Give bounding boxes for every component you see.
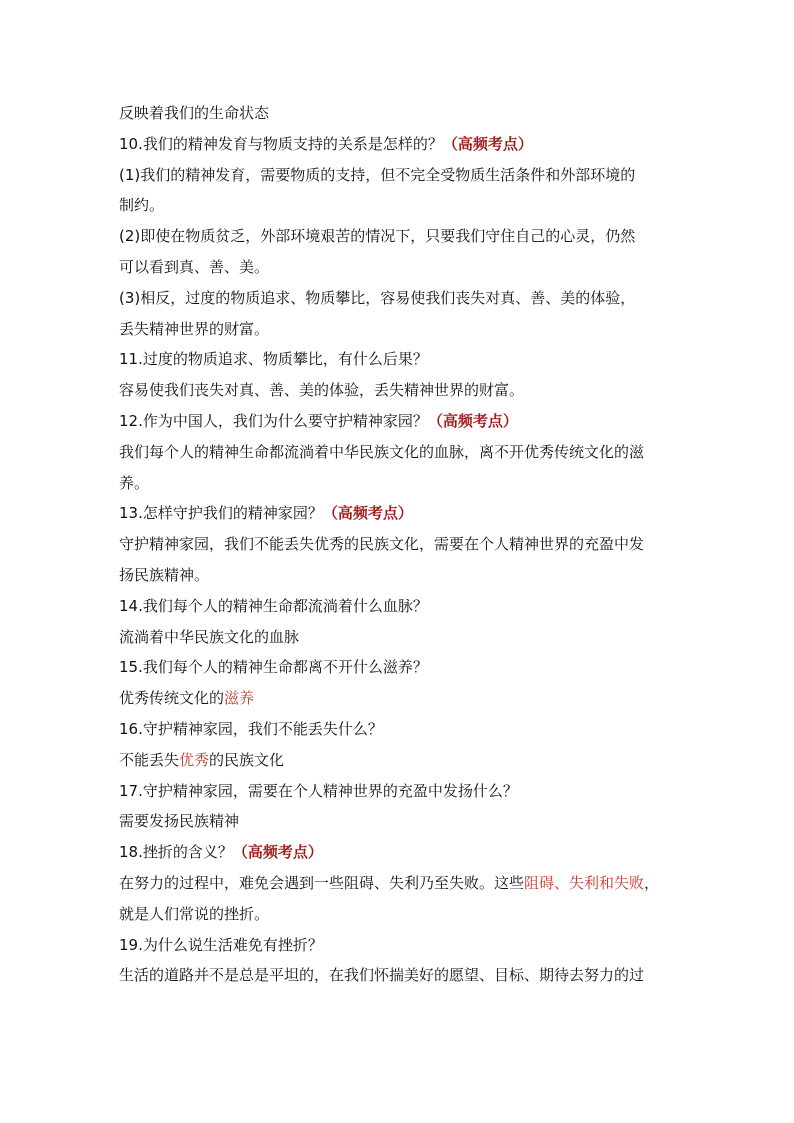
high-frequency-tag: （高频考点） (232, 843, 323, 862)
line-text: 11.过度的物质追求、物质攀比，有什么后果？ (119, 350, 428, 369)
line-text: 在努力的过程中，难免会遇到一些阻碍、失利乃至失败。这些 (119, 873, 525, 892)
text-line (119, 622, 679, 653)
text-line (119, 344, 679, 375)
line-text: 10.我们的精神发育与物质支持的关系是怎样的？ (119, 134, 443, 153)
text-line (119, 591, 679, 622)
line-text: 反映着我们的生命状态 (119, 104, 270, 122)
text-line (119, 529, 679, 560)
line-text: 需要发扬民族精神 (119, 812, 240, 831)
text-line (119, 899, 679, 930)
line-text: 容易使我们丧失对真、善、美的体验，丢失精神世界的财富。 (119, 381, 525, 400)
high-frequency-tag: （高频考点） (427, 411, 518, 430)
line-text: 13.怎样守护我们的精神家园？ (119, 504, 323, 523)
highlighted-text: 滋养 (224, 689, 255, 708)
text-line (119, 683, 679, 714)
line-text: 的民族文化 (209, 750, 285, 769)
line-text: 流淌着中华民族文化的血脉 (119, 627, 300, 646)
text-line (119, 375, 679, 406)
text-line (119, 714, 679, 745)
line-text: ， (644, 873, 660, 892)
highlighted-text: 阻碍、失利和失败 (524, 873, 645, 892)
line-text: 丢失精神世界的财富。 (119, 319, 270, 338)
document-body (119, 98, 679, 991)
line-text: 守护精神家园，我们不能丢失优秀的民族文化，需要在个人精神世界的充盈中发 (119, 535, 645, 554)
line-text: (1)我们的精神发育，需要物质的支持，但不完全受物质生活条件和外部环境的 (119, 165, 636, 184)
text-line (119, 98, 679, 129)
line-text: 我们每个人的精神生命都流淌着中华民族文化的血脉，离不开优秀传统文化的滋 (119, 442, 645, 461)
text-line (119, 930, 679, 961)
line-text: (3)相反，过度的物质追求、物质攀比，容易使我们丧失对真、善、美的体验， (119, 288, 636, 307)
highlighted-text: 优秀 (179, 750, 210, 769)
line-text: 养。 (119, 473, 150, 492)
line-text: 19.为什么说生活难免有挫折？ (119, 935, 323, 954)
line-text: 优秀传统文化的 (119, 689, 225, 708)
line-text: 不能丢失 (119, 750, 180, 769)
text-line (119, 837, 679, 868)
line-text: 14.我们每个人的精神生命都流淌着什么血脉？ (119, 596, 428, 615)
high-frequency-tag: （高频考点） (442, 134, 533, 153)
text-line (119, 221, 679, 252)
line-text: 制约。 (119, 196, 165, 215)
text-line (119, 468, 679, 499)
text-line (119, 129, 679, 160)
line-text: 就是人们常说的挫折。 (119, 904, 270, 923)
line-text: 扬民族精神。 (119, 565, 210, 584)
text-line (119, 868, 679, 899)
line-text: 15.我们每个人的精神生命都离不开什么滋养？ (119, 658, 428, 677)
line-text: 生活的道路并不是总是平坦的，在我们怀揣美好的愿望、目标、期待去努力的过 (119, 966, 645, 985)
text-line (119, 806, 679, 837)
text-line (119, 252, 679, 283)
line-text: 17.守护精神家园，需要在个人精神世界的充盈中发扬什么？ (119, 781, 518, 800)
text-line (119, 560, 679, 591)
text-line (119, 190, 679, 221)
text-line (119, 160, 679, 191)
text-line (119, 314, 679, 345)
line-text: (2)即使在物质贫乏，外部环境艰苦的情况下，只要我们守住自己的心灵，仍然 (119, 227, 636, 246)
text-line (119, 652, 679, 683)
line-text: 可以看到真、善、美。 (119, 257, 270, 276)
text-line (119, 745, 679, 776)
line-text: 12.作为中国人，我们为什么要守护精神家园？ (119, 411, 428, 430)
high-frequency-tag: （高频考点） (322, 504, 413, 523)
text-line (119, 960, 679, 991)
text-line (119, 283, 679, 314)
text-line (119, 406, 679, 437)
text-line (119, 776, 679, 807)
line-text: 18.挫折的含义？ (119, 843, 233, 862)
line-text: 16.守护精神家园，我们不能丢失什么？ (119, 719, 383, 738)
text-line (119, 437, 679, 468)
text-line (119, 498, 679, 529)
